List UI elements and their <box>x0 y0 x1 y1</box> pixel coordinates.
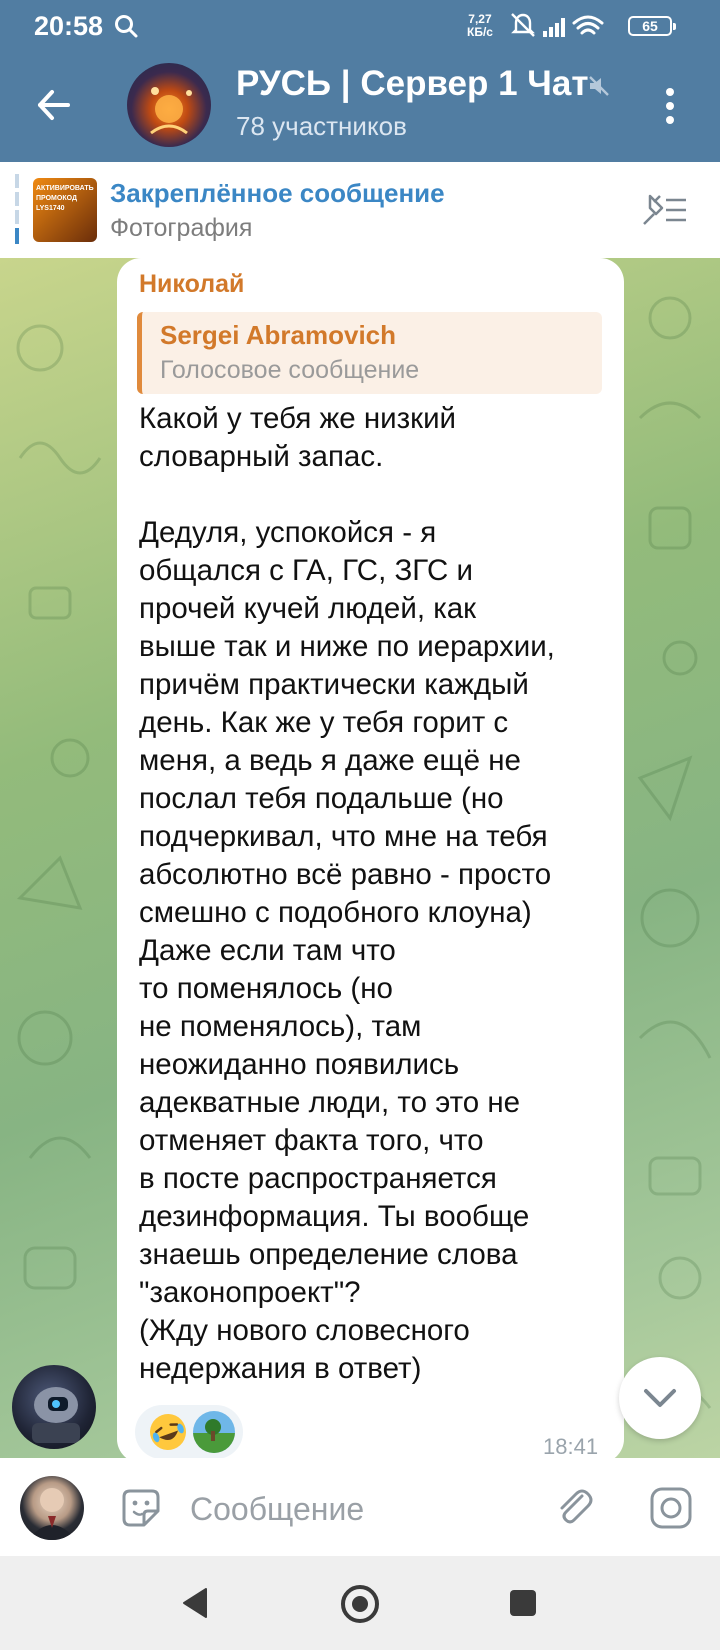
camera-button[interactable] <box>648 1485 694 1536</box>
paperclip-icon <box>552 1484 598 1530</box>
signal-icon <box>543 18 565 37</box>
status-time: 20:58 <box>34 11 104 41</box>
speaker-muted-icon <box>587 74 611 103</box>
reactions[interactable] <box>135 1405 243 1458</box>
pinned-thumbnail-text: АКТИВИРОВАТЬ ПРОМОКОД LYS1740 <box>36 185 94 212</box>
triangle-back-icon <box>180 1586 210 1620</box>
reply-author: Sergei Abramovich <box>160 320 397 350</box>
camera-icon <box>648 1485 694 1531</box>
sticker-button[interactable] <box>118 1485 164 1536</box>
member-count: 78 участников <box>236 111 407 141</box>
message-time: 18:41 <box>543 1434 599 1458</box>
attach-button[interactable] <box>552 1484 598 1535</box>
send-as-avatar[interactable] <box>20 1476 84 1540</box>
search-icon <box>113 13 139 44</box>
nav-back-button[interactable] <box>180 1586 210 1625</box>
nav-home-button[interactable] <box>338 1582 382 1631</box>
chat-avatar[interactable] <box>127 63 211 147</box>
pinned-thumbnail <box>33 178 97 242</box>
net-speed-unit: КБ/с <box>467 25 493 39</box>
chat-title[interactable]: РУСЬ | Сервер 1 Чат <box>236 64 589 103</box>
sender-avatar[interactable] <box>12 1365 96 1449</box>
nav-recents-button[interactable] <box>508 1588 538 1623</box>
more-vertical-icon <box>655 84 685 130</box>
system-nav-bar <box>0 1556 720 1650</box>
more-menu-button[interactable] <box>655 84 685 130</box>
scroll-down-button[interactable] <box>619 1357 701 1439</box>
message-bubble[interactable] <box>117 258 624 1458</box>
pinned-message-bar[interactable] <box>0 162 720 259</box>
pinned-title: Закреплённое сообщение <box>110 178 445 208</box>
battery-indicator: 65 <box>628 16 672 36</box>
sticker-icon <box>118 1485 164 1531</box>
landscape-sticker-icon <box>193 1411 235 1453</box>
pinned-list-button[interactable] <box>640 190 690 235</box>
pin-list-icon <box>640 190 690 230</box>
wifi-icon <box>574 17 602 33</box>
chat-header <box>0 0 720 162</box>
net-speed <box>467 13 493 39</box>
chat-area[interactable] <box>0 258 720 1458</box>
status-icons <box>510 11 625 46</box>
message-text: Какой у тебя же низкий словарный запас. Дедуля, успокойся - я общался с ГА, ГС, ЗГС и прочей кучей людей, как выше так и ниже по иерархии, причём практически каждый день. Как же у тебя горит с меня, а ведь я даже ещё не послал тебя подальше (но подчеркивал, что мне на тебя абсолютно всё равно - просто смешно с подобного клоуна) Даже если там что то поменялось (но не поменялось), там неожиданно появились адекватные люди, то это не отменяет факта того, что в посте распространяется дезинформация. Ты вообще знаешь определение слова "законопроект"? (Жду нового словесного недержания в ответ) <box>139 402 555 1385</box>
reply-quote[interactable] <box>137 312 602 394</box>
rofl-emoji-icon <box>147 1411 189 1453</box>
arrow-left-icon <box>30 80 80 130</box>
bell-muted-icon <box>512 14 534 36</box>
message-input-bar <box>0 1458 720 1556</box>
circle-home-icon <box>338 1582 382 1626</box>
chevron-down-icon <box>619 1357 701 1439</box>
reply-text: Голосовое сообщение <box>160 356 420 384</box>
back-button[interactable] <box>30 80 80 130</box>
message-sender[interactable]: Николай <box>139 270 245 298</box>
pinned-subtitle: Фотография <box>110 214 253 242</box>
net-speed-value: 7,27 <box>468 12 492 26</box>
message-input[interactable] <box>190 1487 520 1531</box>
square-recents-icon <box>508 1588 538 1618</box>
status-bar <box>0 0 720 54</box>
pinned-indicator-icon <box>15 174 19 244</box>
